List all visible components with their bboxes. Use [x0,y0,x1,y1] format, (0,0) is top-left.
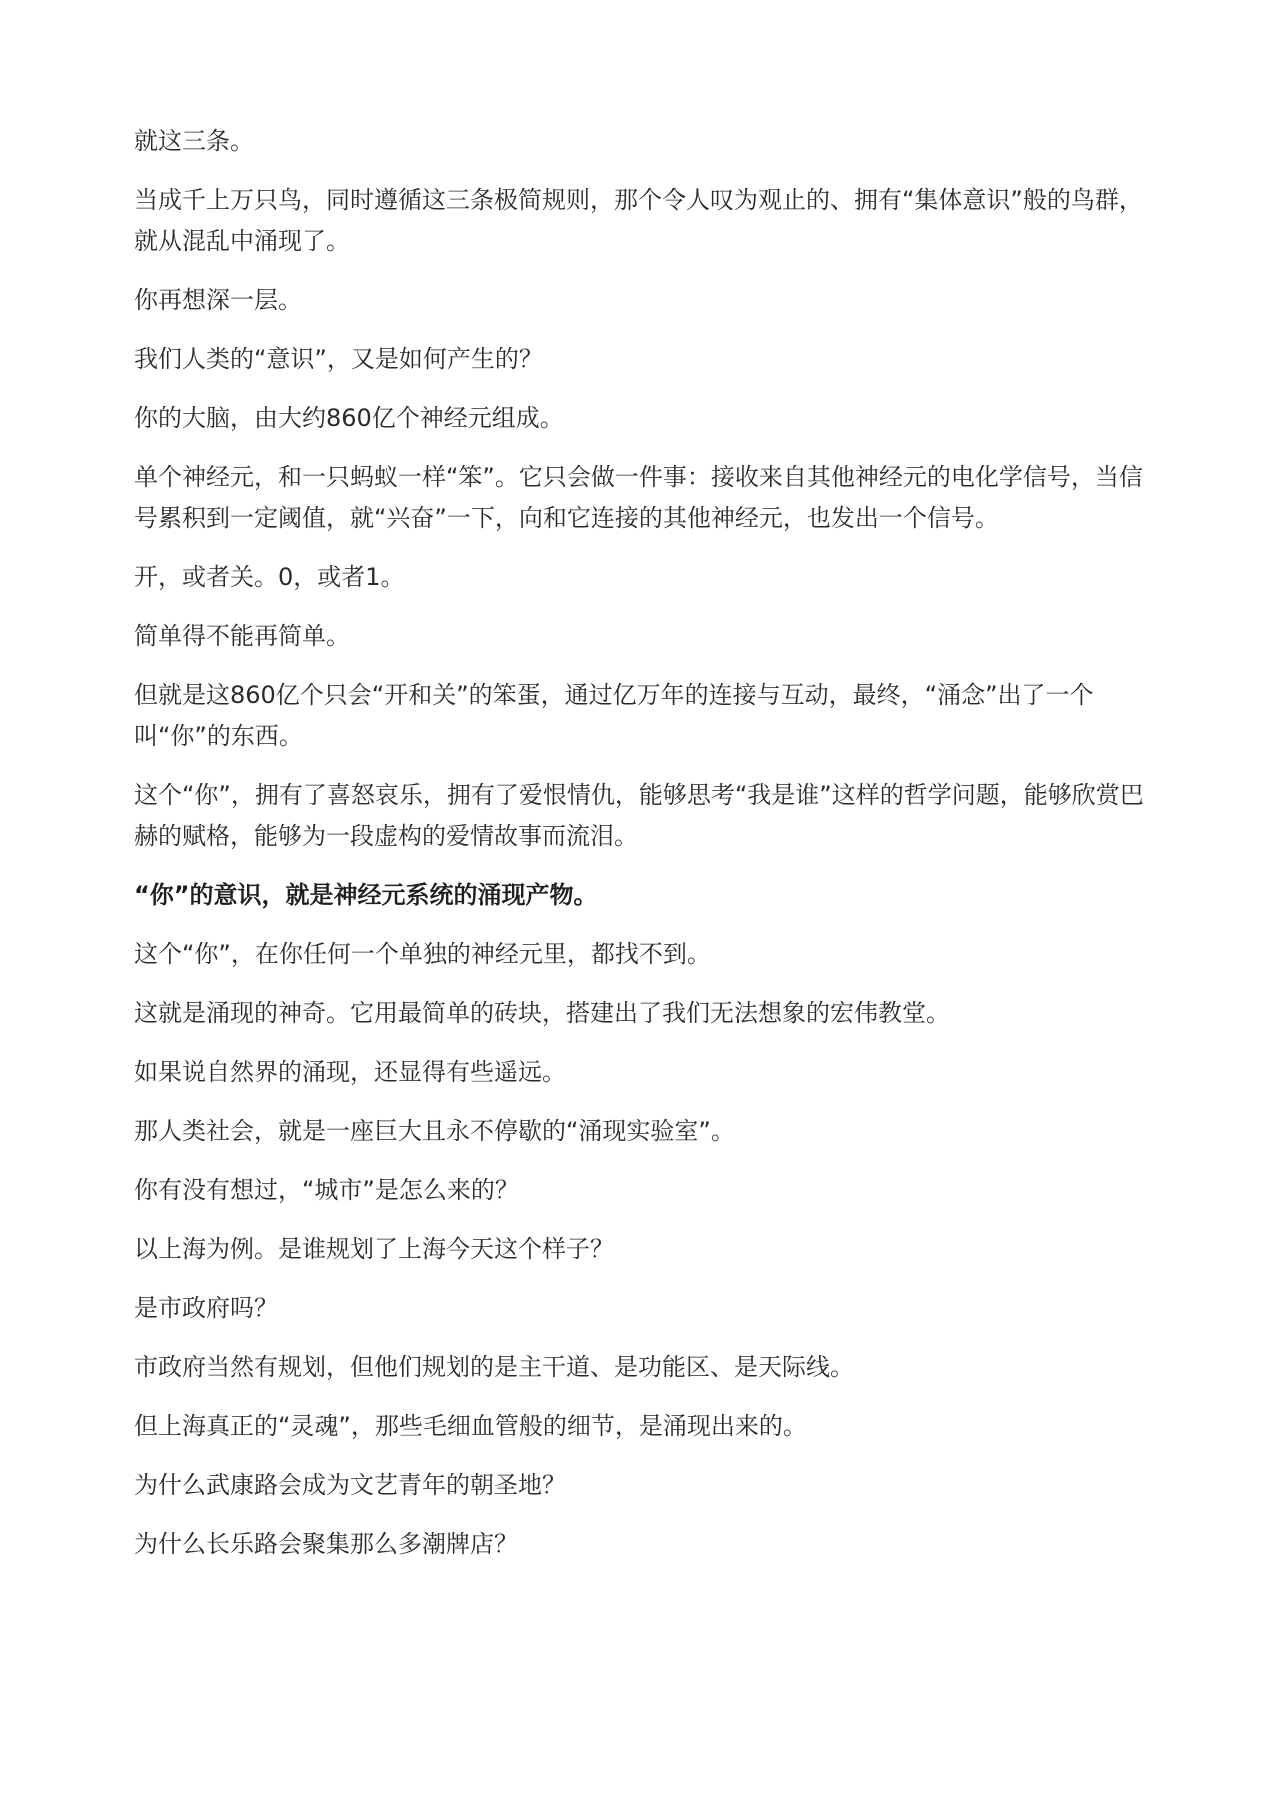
paragraph: 是市政府吗？ [134,1294,278,1322]
paragraph: 当成千上万只鸟，同时遵循这三条极简规则，那个令人叹为观止的、拥有“集体意识”般的鸟群，就从混乱中涌现了。 [134,186,1143,255]
paragraph: 开，或者关。0，或者1。 [134,563,405,591]
paragraph: 简单得不能再简单。 [134,622,350,650]
paragraph: 那人类社会，就是一座巨大且永不停歇的“涌现实验室”。 [134,1117,735,1145]
paragraph: 为什么武康路会成为文艺青年的朝圣地？ [134,1471,566,1499]
paragraph: 这个“你”，拥有了喜怒哀乐，拥有了爱恨情仇，能够思考“我是谁”这样的哲学问题，能够欣赏巴赫的赋格，能够为一段虚构的爱情故事而流泪。 [134,781,1144,850]
paragraph: 这就是涌现的神奇。它用最简单的砖块，搭建出了我们无法想象的宏伟教堂。 [134,999,950,1027]
bold-paragraph: “你”的意识，就是神经元系统的涌现产物。 [134,881,598,909]
paragraph: 这个“你”，在你任何一个单独的神经元里，都找不到。 [134,940,711,968]
paragraph: 我们人类的“意识”，又是如何产生的？ [134,345,543,373]
paragraph: 就这三条。 [134,127,254,155]
paragraph: 市政府当然有规划，但他们规划的是主干道、是功能区、是天际线。 [134,1353,854,1381]
paragraph: 但上海真正的“灵魂”，那些毛细血管般的细节，是涌现出来的。 [134,1412,807,1440]
paragraph: 以上海为例。是谁规划了上海今天这个样子？ [134,1235,614,1263]
document-body [134,121,1144,1583]
paragraph: 但就是这860亿个只会“开和关”的笨蛋，通过亿万年的连接与互动，最终，“涌念”出了一个叫“你”的东西。 [134,681,1094,750]
paragraph: 你的大脑，由大约860亿个神经元组成。 [134,404,564,432]
paragraph: 你有没有想过，“城市”是怎么来的？ [134,1176,519,1204]
paragraph: 如果说自然界的涌现，还显得有些遥远。 [134,1058,566,1086]
paragraph: 你再想深一层。 [134,286,302,314]
paragraph: 单个神经元，和一只蚂蚁一样“笨”。它只会做一件事：接收来自其他神经元的电化学信号，当信号累积到一定阈值，就“兴奋”一下，向和它连接的其他神经元，也发出一个信号。 [134,463,1143,532]
paragraph: 为什么长乐路会聚集那么多潮牌店？ [134,1530,518,1558]
